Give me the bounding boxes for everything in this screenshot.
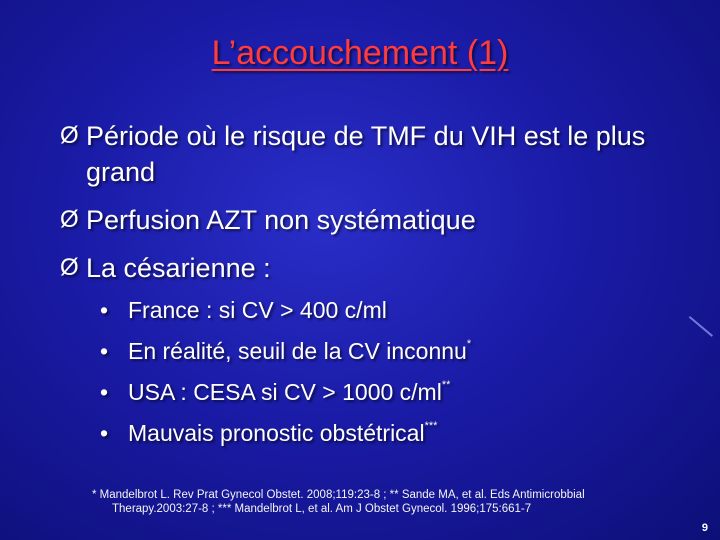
sub-bullet-item xyxy=(100,295,660,325)
bullet-item xyxy=(60,250,680,286)
bullet-item xyxy=(60,202,680,238)
footnote-marker: ** xyxy=(441,379,451,391)
bullet-text: Perfusion AZT non systématique xyxy=(86,205,476,235)
bullet-item xyxy=(60,118,680,190)
sub-bullet-text: USA : CESA si CV > 1000 c/ml xyxy=(128,379,442,405)
page-number: 9 xyxy=(701,522,708,534)
sub-bullet-text: En réalité, seuil de la CV inconnu xyxy=(128,338,467,364)
arrow-bullet-icon: Ø xyxy=(60,122,79,149)
decorative-line xyxy=(689,316,713,337)
sub-bullet-item xyxy=(100,377,660,407)
sub-bullet-list xyxy=(100,295,660,459)
references xyxy=(92,488,652,516)
sub-bullet-text: France : si CV > 400 c/ml xyxy=(128,297,387,323)
reference-line: Therapy.2003:27-8 ; *** Mandelbrot L, et al. Am J Obstet Gynecol. 1996;175:661-7 xyxy=(112,503,532,515)
slide-title: L’accouchement (1) xyxy=(211,34,509,72)
sub-bullet-item xyxy=(100,336,660,366)
dot-bullet-icon: • xyxy=(100,420,109,446)
footnote-marker: * xyxy=(466,338,472,350)
dot-bullet-icon: • xyxy=(100,338,109,364)
main-bullet-list xyxy=(60,118,680,298)
bullet-text: La césarienne : xyxy=(86,253,271,283)
reference-line: * Mandelbrot L. Rev Prat Gynecol Obstet. 2008;119:23-8 ; ** Sande MA, et al. Eds Antimicrobbial xyxy=(92,489,585,501)
dot-bullet-icon: • xyxy=(100,379,109,405)
sub-bullet-text: Mauvais pronostic obstétrical xyxy=(128,420,425,446)
sub-bullet-item xyxy=(100,418,660,448)
footnote-marker: *** xyxy=(424,420,438,432)
dot-bullet-icon: • xyxy=(100,297,109,323)
arrow-bullet-icon: Ø xyxy=(60,254,79,281)
bullet-text: Période où le risque de TMF du VIH est le plus grand xyxy=(86,121,646,187)
arrow-bullet-icon: Ø xyxy=(60,206,79,233)
